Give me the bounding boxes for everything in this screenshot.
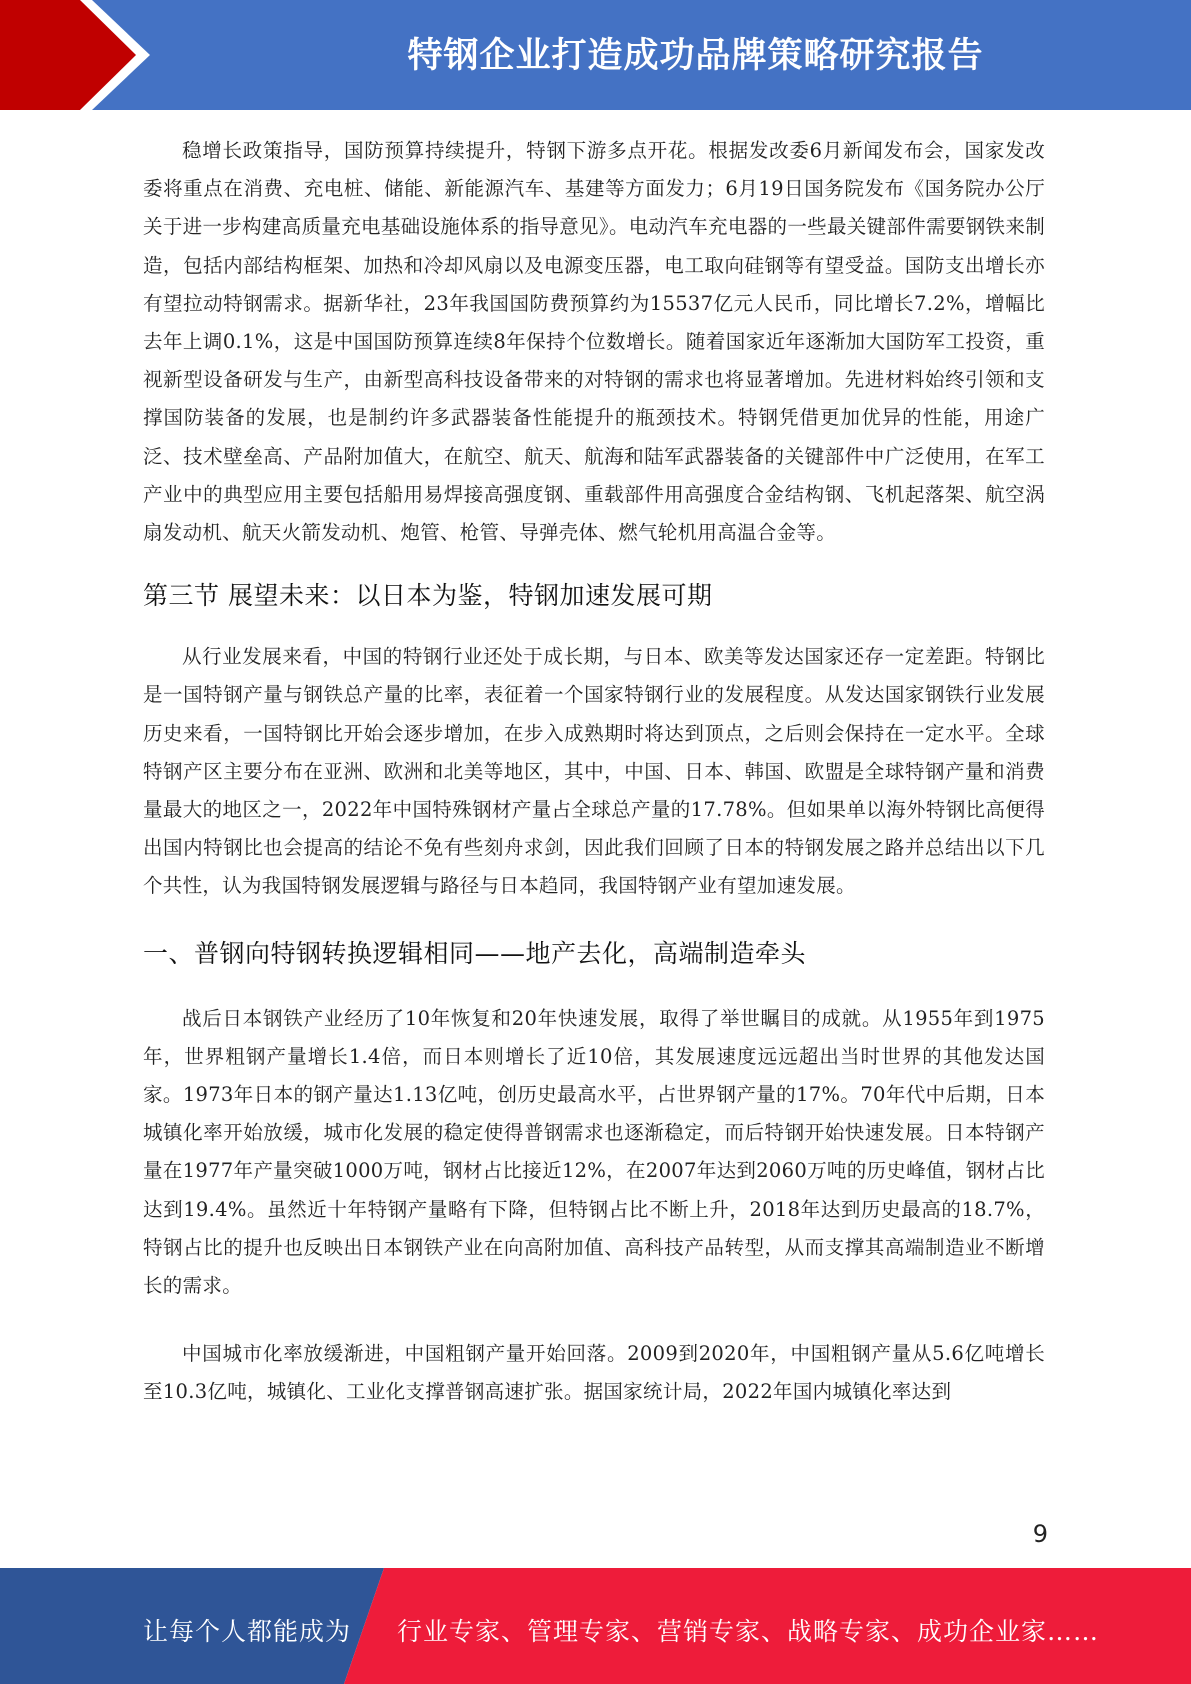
- footer-slogan-right: 行业专家、管理专家、营销专家、战略专家、成功企业家……: [397, 1617, 1100, 1646]
- paragraph-policy: 稳增长政策指导，国防预算持续提升，特钢下游多点开花。根据发改委6月新闻发布会，国家发改委将重点在消费、充电桩、储能、新能源汽车、基建等方面发力；6月19日国务院发布《国务院办公厅关于进一步构建高质量充电基础设施体系的指导意见》。电动汽车充电器的一些最关键部件需要钢铁来制造，包括内部结构框架、加热和冷却风扇以及电源变压器，电工取向硅钢等有望受益。国防支出增长亦有望拉动特钢需求。据新华社，23年我国国防费预算约为15537亿元人民币，同比增长7.2%，增幅比去年上调0.1%，这是中国国防预算连续8年保持个位数增长。随着国家近年逐渐加大国防军工投资，重视新型设备研发与生产，由新型高科技设备带来的对特钢的需求也将显著增加。先进材料始终引领和支撑国防装备的发展，也是制约许多武器装备性能提升的瓶颈技术。特钢凭借更加优异的性能，用途广泛、技术壁垒高、产品附加值大，在航空、航天、航海和陆军武器装备的关键部件中广泛使用，在军工产业中的典型应用主要包括船用易焊接高强度钢、重载部件用高强度合金结构钢、飞机起落架、航空涡扇发动机、航天火箭发动机、炮管、枪管、导弹壳体、燃气轮机用高温合金等。: [143, 139, 1045, 545]
- paragraph-japan: 战后日本钢铁产业经历了10年恢复和20年快速发展，取得了举世瞩目的成就。从1955年到1975年，世界粗钢产量增长1.4倍，而日本则增长了近10倍，其发展速度远远超出当时世界的其他发达国家。1973年日本的钢产量达1.13亿吨，创历史最高水平，占世界钢产量的17%。70年代中后期，日本城镇化率开始放缓，城市化发展的稳定使得普钢需求也逐渐稳定，而后特钢开始快速发展。日本特钢产量在1977年产量突破1000万吨，钢材占比接近12%，在2007年达到2060万吨的历史峰值，钢材占比达到19.4%。虽然近十年特钢产量略有下降，但特钢占比不断上升，2018年达到历史最高的18.7%，特钢占比的提升也反映出日本钢铁产业在向高附加值、高科技产品转型，从而支撑其高端制造业不断增长的需求。: [143, 1006, 1045, 1298]
- subsection-heading-1: 一、普钢向特钢转换逻辑相同——地产去化，高端制造牵头: [143, 938, 807, 968]
- footer-slogan-left: 让每个人都能成为: [143, 1617, 352, 1646]
- report-title: 特钢企业打造成功品牌策略研究报告: [407, 36, 984, 76]
- page-number: 9: [1032, 1520, 1048, 1548]
- page-header: [0, 0, 1191, 110]
- section-heading-3: 第三节 展望未来：以日本为鉴，特钢加速发展可期: [143, 581, 713, 611]
- main-content: [143, 132, 1045, 1412]
- page-footer: [0, 1568, 1191, 1684]
- paragraph-industry: 从行业发展来看，中国的特钢行业还处于成长期，与日本、欧美等发达国家还存一定差距。特钢比是一国特钢产量与钢铁总产量的比率，表征着一个国家特钢行业的发展程度。从发达国家钢铁行业发展历史来看，一国特钢比开始会逐步增加，在步入成熟期时将达到顶点，之后则会保持在一定水平。全球特钢产区主要分布在亚洲、欧洲和北美等地区，其中，中国、日本、韩国、欧盟是全球特钢产量和消费量最大的地区之一，2022年中国特殊钢材产量占全球总产量的17.78%。但如果单以海外特钢比高便得出国内特钢比也会提高的结论不免有些刻舟求剑，因此我们回顾了日本的特钢发展之路并总结出以下几个共性，认为我国特钢发展逻辑与路径与日本趋同，我国特钢产业有望加速发展。: [143, 645, 1045, 898]
- paragraph-china: 中国城市化率放缓渐进，中国粗钢产量开始回落。2009到2020年，中国粗钢产量从5.6亿吨增长至10.3亿吨，城镇化、工业化支撑普钢高速扩张。据国家统计局，2022年国内城镇化率达到: [143, 1342, 1045, 1404]
